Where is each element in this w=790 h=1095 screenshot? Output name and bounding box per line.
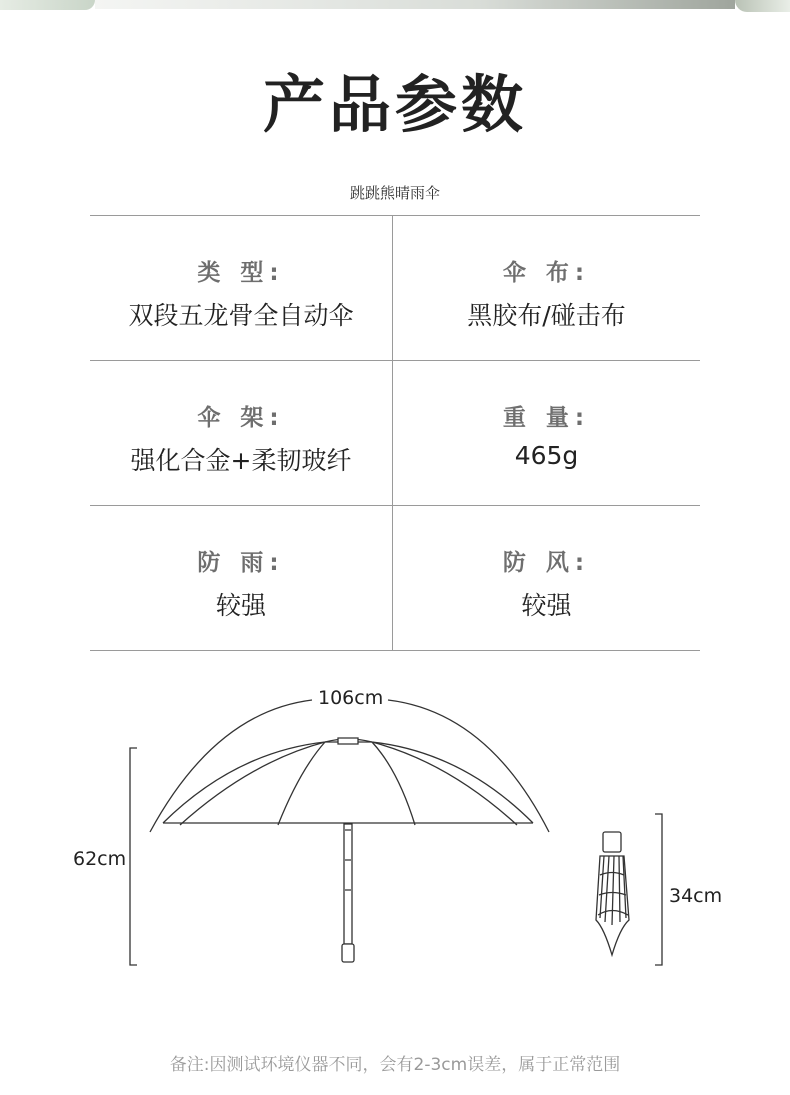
spec-cell-frame [90,361,392,505]
spec-label: 伞 布: [502,260,591,286]
spec-label: 类 型: [197,260,285,286]
spec-cell-rainproof [90,506,392,650]
spec-value: 465g [514,441,579,470]
top-decoration-strip [0,0,790,12]
spec-value: 较强 [215,591,266,620]
umbrella-diagram-svg [0,670,790,990]
table-divider [392,216,393,650]
folded-umbrella [596,832,629,955]
spec-cell-weight [393,361,700,505]
size-diagram [0,670,790,990]
page-title: 产品参数 [262,68,527,141]
spec-label: 重 量: [502,405,591,431]
umbrella-canopy [163,739,533,823]
spec-cell-type [90,216,392,360]
spec-value: 强化合金+柔韧玻纤 [130,446,352,475]
spec-label: 防 风: [502,550,591,576]
measurement-note: 备注:因测试环境仪器不同，会有2-3cm误差，属于正常范围 [169,1055,621,1075]
width-arc-right [388,700,549,832]
spec-value: 黑胶布/碰击布 [467,301,626,330]
open-width-label: 106cm [318,687,384,709]
spec-label: 伞 架: [197,405,285,431]
spec-table [90,215,700,650]
spec-row [90,216,700,361]
product-name: 跳跳熊晴雨伞 [349,184,440,202]
folded-length-label: 34cm [669,885,723,907]
open-height-label: 62cm [73,848,127,870]
umbrella-handle [342,944,354,962]
spec-value: 较强 [521,591,572,620]
top-decoration-middle [95,0,735,9]
top-decoration-left [0,0,95,10]
spec-cell-windproof [393,506,700,650]
spec-label: 防 雨: [197,550,285,576]
spec-cell-fabric [393,216,700,360]
spec-row [90,361,700,506]
height-bracket [130,748,137,965]
spec-value: 双段五龙骨全自动伞 [128,301,354,330]
folded-bracket [655,814,662,965]
top-decoration-right [735,0,790,12]
spec-row [90,506,700,651]
umbrella-shaft [344,824,352,944]
